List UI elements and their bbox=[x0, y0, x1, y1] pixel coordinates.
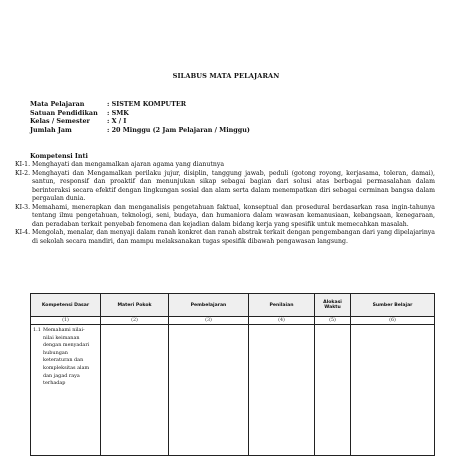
materi-cell bbox=[101, 325, 169, 456]
column-number: (6) bbox=[351, 317, 435, 325]
column-number: (5) bbox=[315, 317, 351, 325]
meta-label: Satuan Pendidikan bbox=[30, 108, 98, 117]
ki-text: Menghayati dan Mengamalkan perilaku jujur, disiplin, tanggung jawab, peduli (gotong royong, kerjasama, toleran, damai), santun, responsif dan proaktif dan menunjukan sikap sebagai bagian dari solusi atas berbagai permasalahan dalam berinteraksi secara efektif dengan lingkungan sosial dan alam serta dalam menempatkan diri sebagai cerminan bangsa dalam pergaulan dunia. bbox=[32, 169, 435, 202]
ki-item-3 bbox=[15, 204, 435, 230]
ki-text: Memahami, menerapkan dan menganalisis pengetahuan faktual, konseptual dan prosedural berdasarkan rasa ingin-tahunya tentang ilmu pengetahuan, teknologi, seni, budaya, dan humaniora dalam wawasan kemanusiaan, kebangsaan, kenegaraan, dan peradaban terkait penyebab fenomena dan kejadian dalam bidang kerja yang spesifik untuk memecahkan masalah. bbox=[32, 203, 435, 228]
header-pembelajaran: Pembelajaran bbox=[169, 294, 249, 317]
column-number: (2) bbox=[101, 317, 169, 325]
header-materi-pokok: Materi Pokok bbox=[101, 294, 169, 317]
kd-number: 1.1 bbox=[33, 327, 41, 333]
ki-item-1 bbox=[15, 161, 435, 170]
pembelajaran-cell bbox=[169, 325, 249, 456]
ki-heading: Kompetensi Inti bbox=[30, 152, 88, 160]
meta-value: : X / I bbox=[107, 117, 127, 126]
column-number: (3) bbox=[169, 317, 249, 325]
ki-number: KI-3. bbox=[15, 203, 31, 211]
header-penilaian: Penilaian bbox=[249, 294, 315, 317]
ki-text: Menghayati dan mengamalkan ajaran agama yang dianutnya bbox=[32, 161, 225, 168]
header-sumber-belajar: Sumber Belajar bbox=[351, 294, 435, 317]
table-row bbox=[31, 325, 435, 456]
ki-item-4 bbox=[15, 229, 435, 246]
meta-value: : 20 Minggu (2 Jam Pelajaran / Minggu) bbox=[107, 125, 250, 134]
table-header-row bbox=[31, 294, 435, 317]
ki-number: KI-4. bbox=[15, 229, 31, 236]
meta-label: Jumlah Jam bbox=[30, 125, 72, 134]
penilaian-cell bbox=[249, 325, 315, 456]
ki-item-2 bbox=[15, 170, 435, 204]
meta-value: : SMK bbox=[107, 108, 129, 117]
header-kompetensi-dasar: Kompetensi Dasar bbox=[31, 294, 101, 317]
syllabus-table bbox=[30, 293, 435, 456]
ki-number: KI-2. bbox=[15, 169, 31, 177]
meta-label: Mata Pelajaran bbox=[30, 100, 85, 108]
meta-label: Kelas / Semester bbox=[30, 117, 90, 126]
table-number-row bbox=[31, 317, 435, 325]
alokasi-cell bbox=[315, 325, 351, 456]
sumber-cell bbox=[351, 325, 435, 456]
column-number: (1) bbox=[31, 317, 101, 325]
meta-value: : SISTEM KOMPUTER bbox=[107, 100, 187, 108]
kd-text: Memahami nilai-nilai keimanan dengan menyadari hubungan keteraturan dan kompleksitas alam dan jagad raya terhadap bbox=[43, 327, 90, 387]
header-alokasi-waktu: Alokasi Waktu bbox=[315, 294, 351, 317]
ki-text: Mengolah, menalar, dan menyaji dalam ranah konkret dan ranah abstrak terkait dengan pengembangan dari yang dipelajarinya di sekolah secara mandiri, dan mampu melaksanakan tugas spesifik dibawah pengawasan langsung. bbox=[32, 229, 435, 245]
ki-number: KI-1. bbox=[15, 161, 31, 168]
document-title: SILABUS MATA PELAJARAN bbox=[172, 72, 280, 80]
column-number: (4) bbox=[249, 317, 315, 325]
kd-cell bbox=[31, 325, 101, 456]
ki-list bbox=[15, 161, 435, 246]
